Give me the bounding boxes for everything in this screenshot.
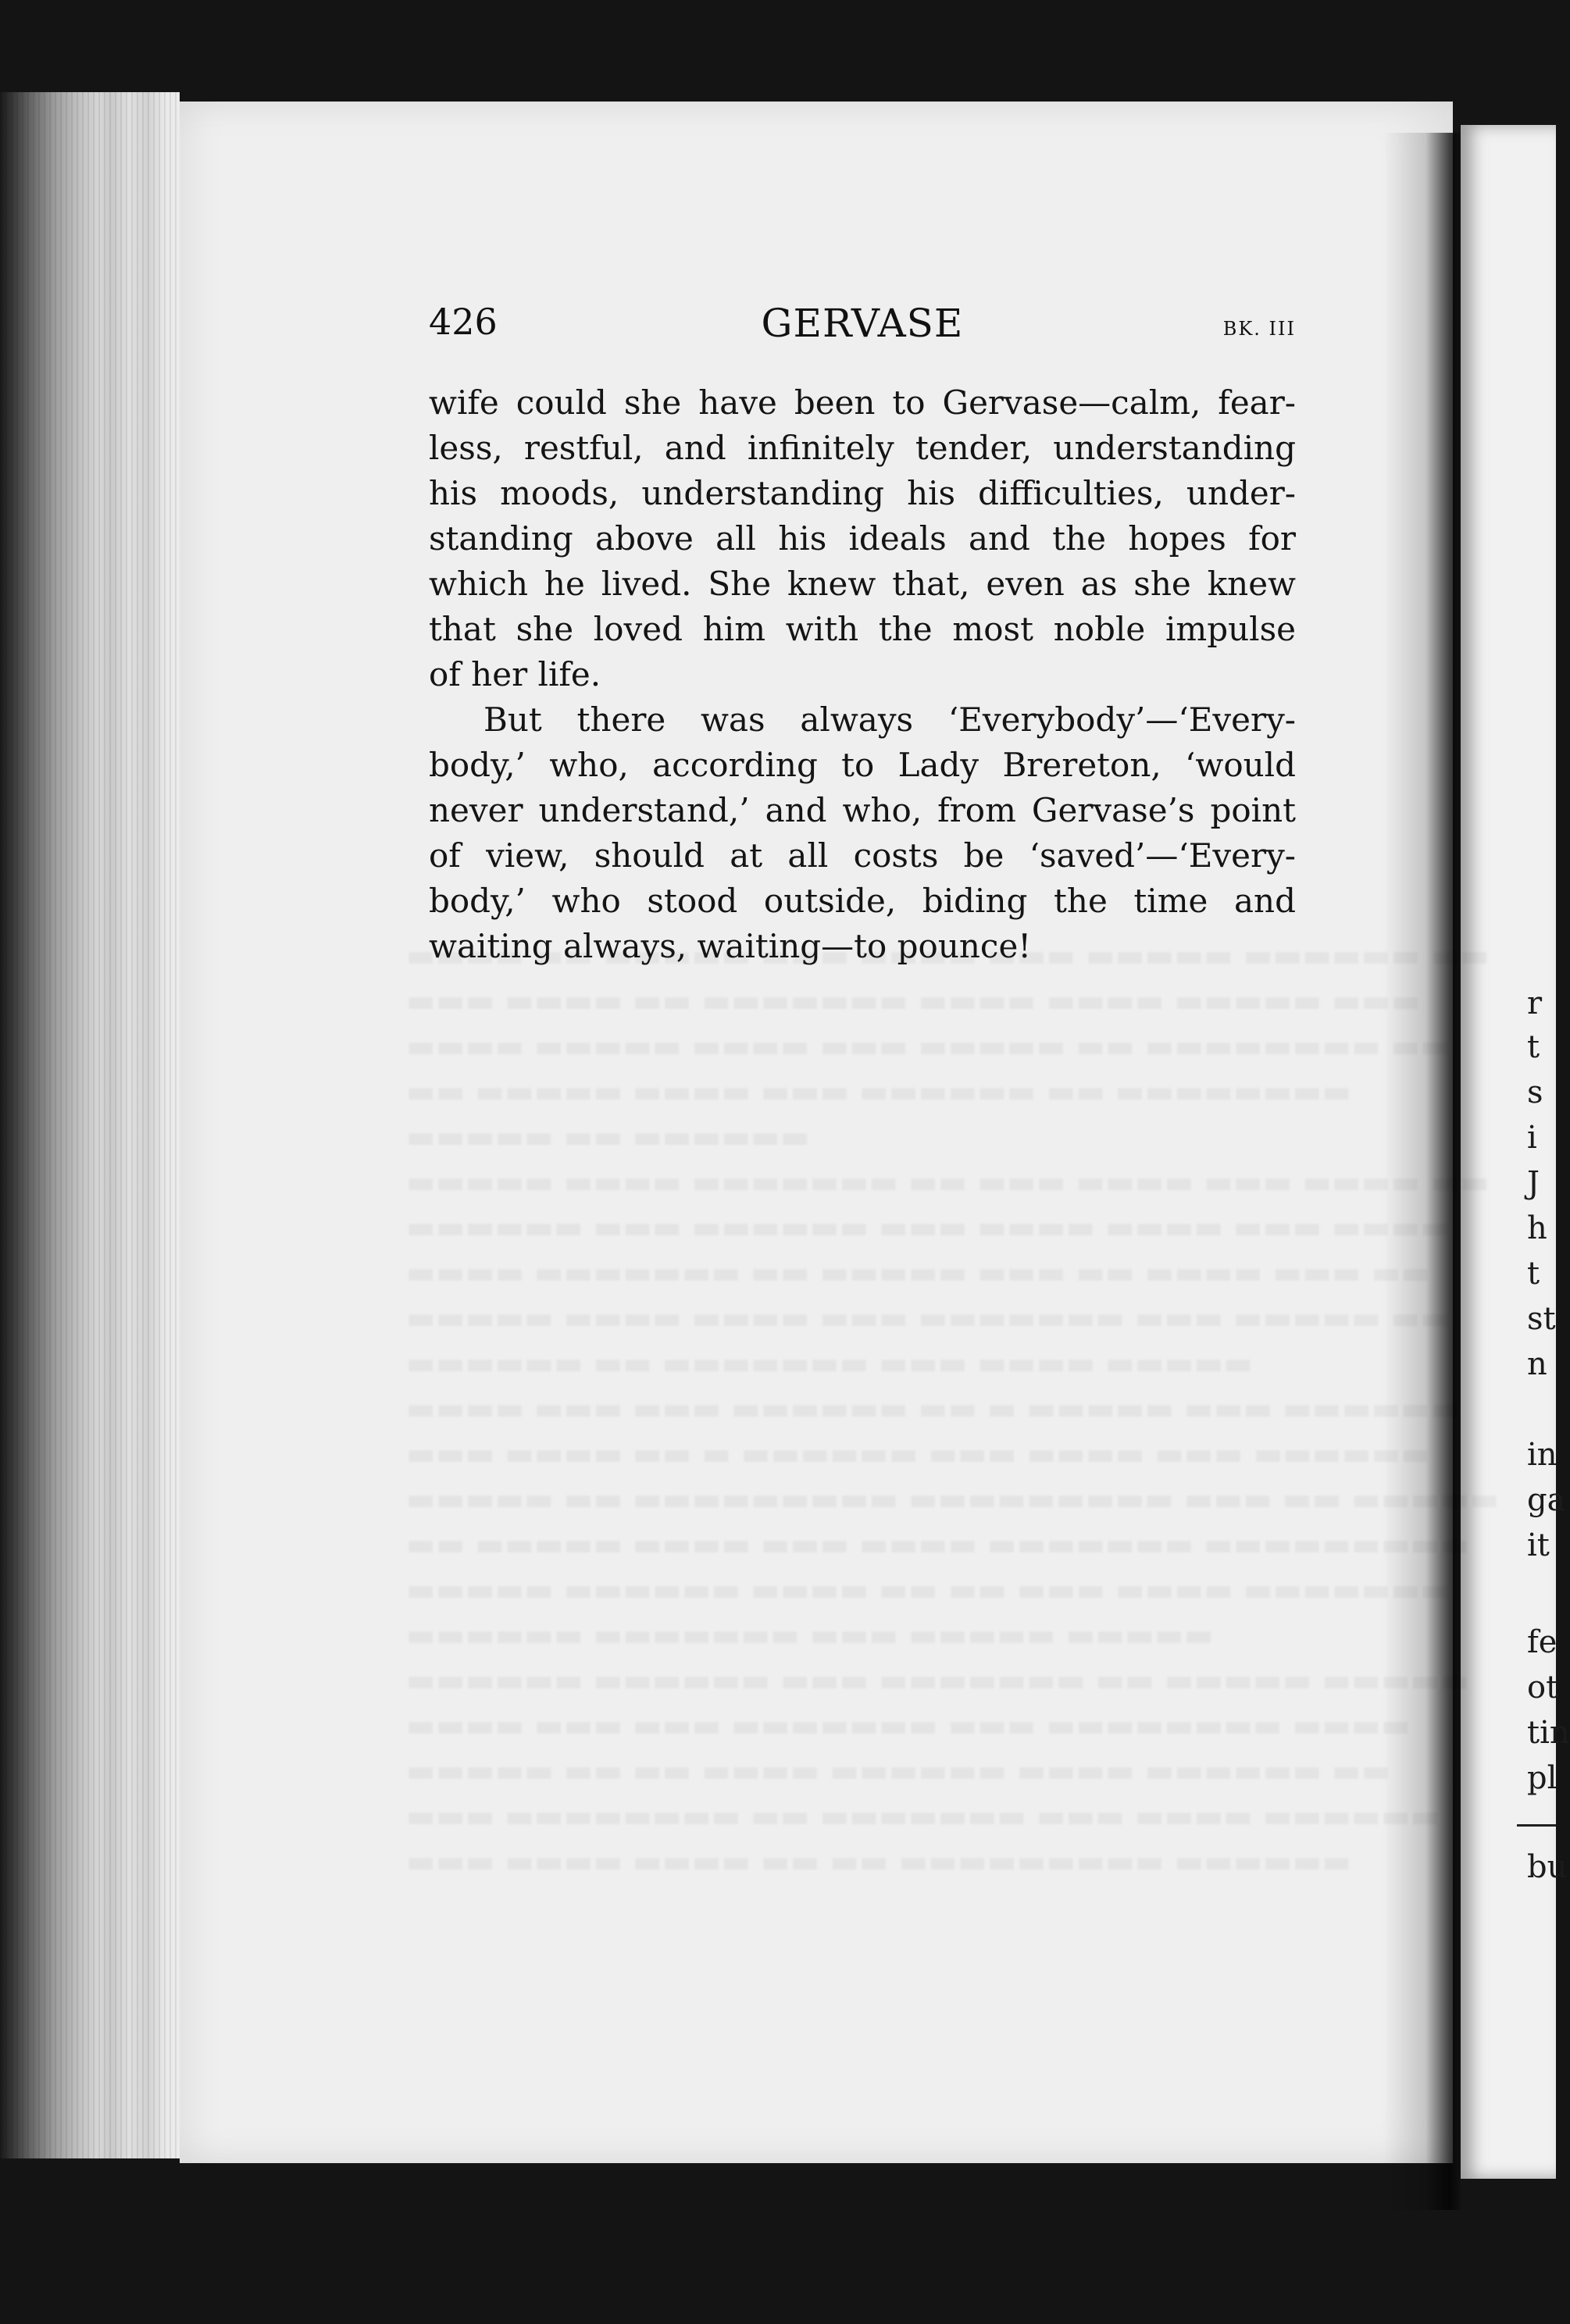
facing-page-fragment: t <box>1527 1029 1540 1065</box>
facing-page-fragment: i <box>1527 1120 1537 1156</box>
text-line: of view, should at all costs be ‘saved’—‘Every- <box>429 836 1296 875</box>
facing-page-fragment: fe <box>1527 1624 1558 1660</box>
facing-page-fragment: tin <box>1527 1715 1570 1751</box>
facing-page-fragment: h <box>1527 1210 1547 1246</box>
text-line: of her life. <box>429 655 601 693</box>
facing-page-fragment: t <box>1527 1256 1540 1292</box>
text-line: his moods, understanding his difficulties, under- <box>429 474 1296 512</box>
text-line: that she loved him with the most noble impulse <box>429 610 1296 648</box>
text-line: which he lived. She knew that, even as she knew <box>429 565 1296 603</box>
text-line: less, restful, and infinitely tender, understanding <box>429 429 1296 467</box>
page-edges-stack <box>0 92 180 2158</box>
text-line: But there was always ‘Everybody’—‘Every- <box>483 700 1296 739</box>
facing-page-fragment: s <box>1527 1075 1543 1110</box>
text-line: waiting always, waiting—to pounce! <box>429 927 1032 965</box>
facing-page-fragment: bu <box>1527 1849 1568 1885</box>
body-text <box>429 380 1296 969</box>
running-head <box>429 301 1296 355</box>
text-line: body,’ who stood outside, biding the time and <box>429 882 1296 920</box>
facing-page-fragment: ga <box>1527 1482 1566 1518</box>
facing-page-fragment: st <box>1527 1301 1556 1337</box>
facing-page-rule <box>1517 1824 1556 1827</box>
facing-page-fragment: r <box>1527 986 1543 1021</box>
book-reference: BK. III <box>1222 318 1296 340</box>
page-number: 426 <box>429 301 498 343</box>
facing-page-fragment: pl <box>1527 1760 1558 1796</box>
facing-page-fragment: in <box>1527 1437 1558 1473</box>
show-through-texture <box>406 933 1304 1884</box>
text-line: body,’ who, according to Lady Brereton, ‘would <box>429 746 1296 784</box>
facing-page-fragment: J <box>1527 1165 1540 1201</box>
facing-page-fragment: it <box>1527 1527 1550 1563</box>
text-line: wife could she have been to Gervase—calm, fear- <box>429 383 1296 422</box>
facing-page-fragment: n <box>1527 1346 1547 1382</box>
text-line: standing above all his ideals and the hopes for <box>429 519 1296 558</box>
text-line: never understand,’ and who, from Gervase’s point <box>429 791 1296 829</box>
facing-page-fragment: ot <box>1527 1670 1559 1706</box>
running-title: GERVASE <box>761 301 964 346</box>
